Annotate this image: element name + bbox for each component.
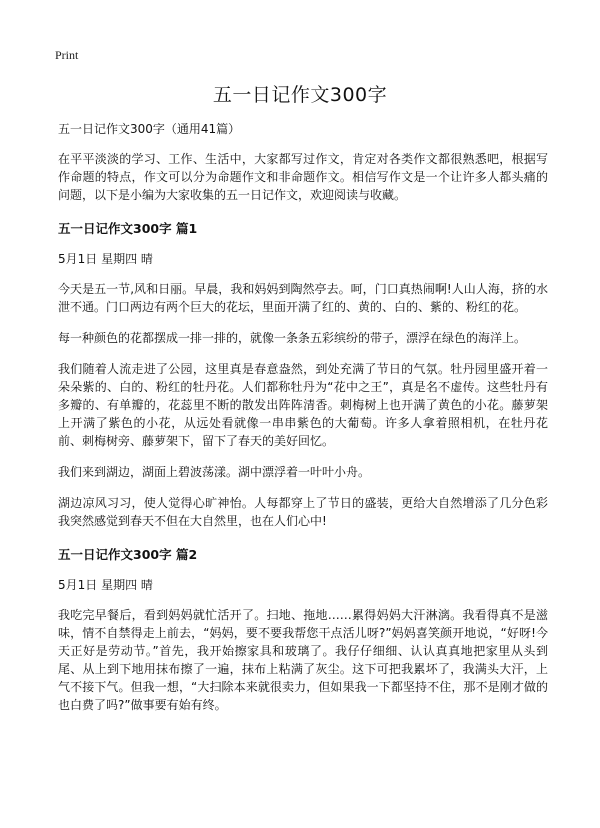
paragraph: 今天是五一节,风和日丽。早晨，我和妈妈到陶然亭去。呵，门口真热闹啊!人山人海，挤的水泄不通。门口两边有两个巨大的花坛，里面开满了红的、黄的、白的、紫的、粉红的花。 — [58, 282, 548, 314]
article-body — [58, 120, 548, 727]
section-heading: 五一日记作文300字 篇1 — [58, 221, 198, 236]
section-date: 5月1日 星期四 晴 — [58, 252, 153, 266]
article-subtitle: 五一日记作文300字（通用41篇） — [58, 122, 241, 136]
print-link[interactable]: Print — [55, 48, 79, 62]
paragraph: 我吃完早餐后，看到妈妈就忙活开了。扫地、拖地……累得妈妈大汗淋漓。我看得真不是滋味，情不自禁得走上前去，“妈妈，要不要我帮您干点活儿呀?”妈妈喜笑颜开地说，“好呀!今天正好是劳动节。”首先，我开始擦家具和玻璃了。我仔仔细细、认认真真地把家里从头到尾、从上到下地用抹布擦了一遍，抹布上粘满了灰尘。这下可把我累坏了，我满头大汗，上气不接下气。但我一想，“大扫除本来就很卖力，但如果我一下都坚持不住，那不是刚才做的也白费了吗?”做事要有始有终。 — [58, 608, 548, 712]
paragraph: 每一种颜色的花都摆成一排一排的，就像一条条五彩缤纷的带子，漂浮在绿色的海洋上。 — [58, 331, 527, 345]
intro-paragraph: 在平平淡淡的学习、工作、生活中，大家都写过作文，肯定对各类作文都很熟悉吧，根据写作命题的特点，作文可以分为命题作文和非命题作文。相信写作文是一个让许多人都头痛的问题，以下是小编为大家收集的五一日记作文，欢迎阅读与收藏。 — [58, 152, 548, 202]
section-date: 5月1日 星期四 晴 — [58, 578, 153, 592]
page-title: 五一日记作文300字 — [212, 84, 388, 106]
paragraph: 湖边凉风习习，使人觉得心旷神怡。人每都穿上了节日的盛装，更给大自然增添了几分色彩 我突然感觉到春天不但在大自然里，也在人们心中! — [58, 496, 548, 528]
section-heading: 五一日记作文300字 篇2 — [58, 547, 198, 562]
paragraph: 我们来到湖边，湖面上碧波荡漾。湖中漂浮着一叶叶小舟。 — [58, 465, 371, 479]
paragraph: 我们随着人流走进了公园，这里真是春意盎然，到处充满了节日的气氛。牡丹园里盛开着一朵朵紫的、白的、粉红的牡丹花。人们都称牡丹为“花中之王”，真是名不虚传。这些牡丹有多瓣的、有单瓣的，花蕊里不断的散发出阵阵清香。刺梅树上也开满了黄色的小花。藤萝架上开满了紫色的小花，从远处看就像一串串紫色的大葡萄。许多人拿着照相机，在牡丹花前、刺梅树旁、藤萝架下，留下了春天的美好回忆。 — [58, 362, 548, 448]
